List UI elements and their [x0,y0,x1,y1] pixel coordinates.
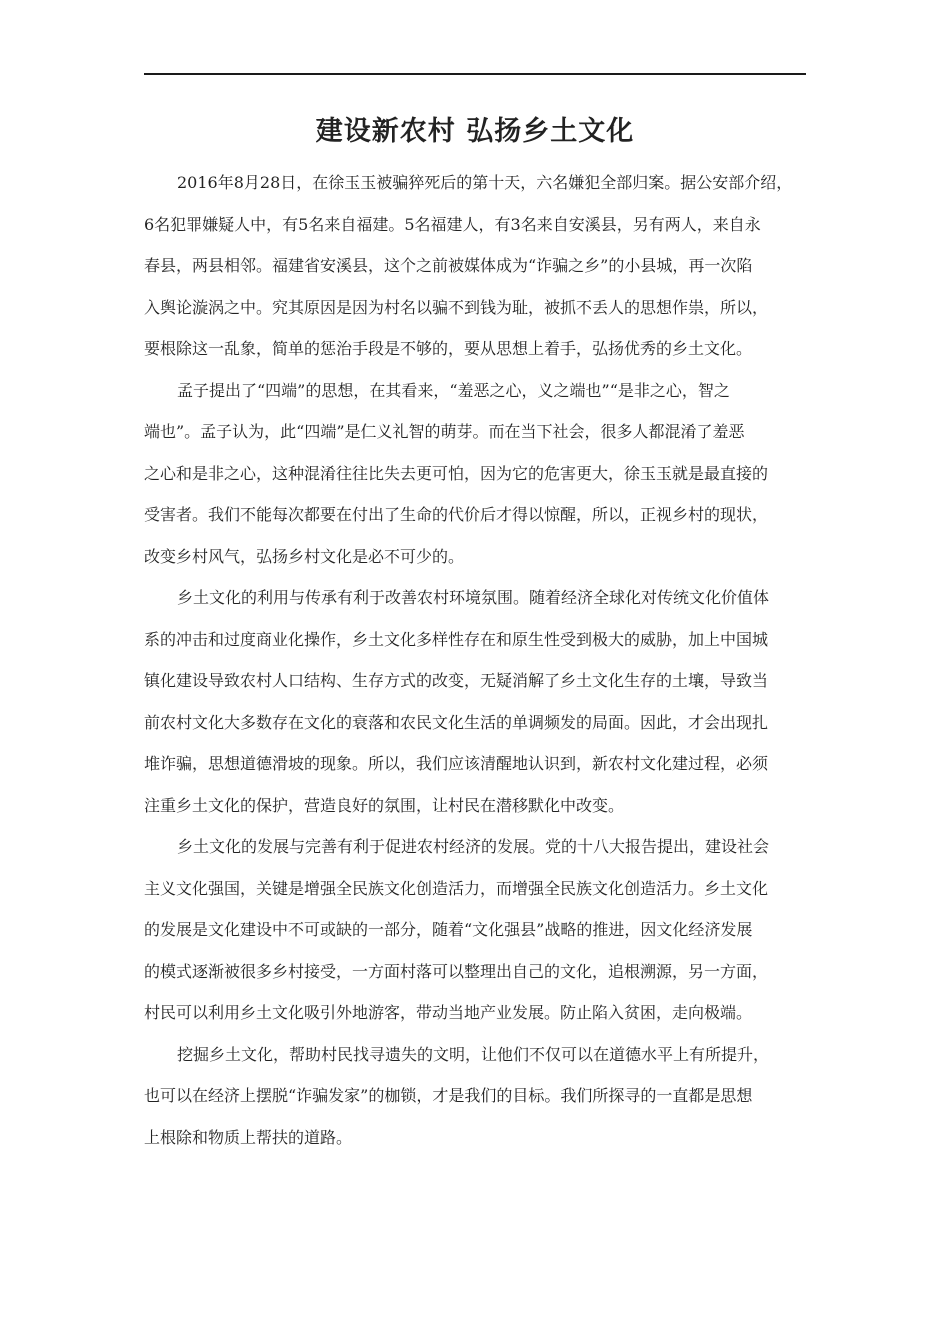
paragraph-line: 6名犯罪嫌疑人中，有5名来自福建。5名福建人，有3名来自安溪县，另有两人，来自永 [144,214,761,234]
document-body [144,162,808,1158]
paragraph-4 [144,826,808,1034]
paragraph-line: 的模式逐渐被很多乡村接受，一方面村落可以整理出自己的文化，追根溯源，另一方面， [144,961,769,981]
paragraph-line: 挖掘乡土文化，帮助村民找寻遗失的文明，让他们不仅可以在道德水平上有所提升， [177,1044,770,1064]
paragraph-line: 前农村文化大多数存在文化的衰落和农民文化生活的单调频发的局面。因此，才会出现扎 [144,712,769,732]
paragraph-line: 2016年8月28日，在徐玉玉被骗猝死后的第十天，六名嫌犯全部归案。据公安部介绍， [177,173,793,192]
paragraph-line: 系的冲击和过度商业化操作，乡土文化多样性存在和原生性受到极大的威胁，加上中国城 [144,629,769,649]
paragraph-5 [144,1034,808,1159]
paragraph-2 [144,370,808,578]
paragraph-line: 上根除和物质上帮扶的道路。 [144,1127,353,1147]
paragraph-line: 注重乡土文化的保护，营造良好的氛围，让村民在潜移默化中改变。 [144,795,625,815]
paragraph-line: 的发展是文化建设中不可或缺的一部分，随着“文化强县”战略的推进，因文化经济发展 [144,920,753,939]
paragraph-line: 入舆论漩涡之中。究其原因是因为村名以骗不到钱为耻，被抓不丢人的思想作祟，所以， [144,297,769,317]
paragraph-line: 端也”。孟子认为，此“四端”是仁义礼智的萌芽。而在当下社会，很多人都混淆了羞恶 [144,422,745,441]
paragraph-line: 之心和是非之心，这种混淆往往比失去更可怕，因为它的危害更大，徐玉玉就是最直接的 [144,463,769,483]
paragraph-line: 要根除这一乱象，简单的惩治手段是不够的，要从思想上着手，弘扬优秀的乡土文化。 [144,339,753,358]
paragraph-line: 改变乡村风气，弘扬乡村文化是必不可少的。 [144,546,465,566]
document-title: 建设新农村 弘扬乡土文化 [315,116,635,147]
paragraph-1 [144,162,808,370]
header-rule [144,73,806,75]
paragraph-line: 也可以在经济上摆脱“诈骗发家”的枷锁，才是我们的目标。我们所探寻的一直都是思想 [144,1086,753,1105]
paragraph-line: 受害者。我们不能每次都要在付出了生命的代价后才得以惊醒，所以，正视乡村的现状， [144,505,769,524]
paragraph-3 [144,577,808,826]
paragraph-line: 孟子提出了“四端”的思想，在其看来，“羞恶之心，义之端也”“是非之心，智之 [177,380,730,400]
paragraph-line: 主义文化强国，关键是增强全民族文化创造活力，而增强全民族文化创造活力。乡土文化 [144,878,769,898]
paragraph-line: 堆诈骗，思想道德滑坡的现象。所以，我们应该清醒地认识到，新农村文化建过程，必须 [144,754,769,773]
paragraph-line: 乡土文化的发展与完善有利于促进农村经济的发展。党的十八大报告提出，建设社会 [177,837,770,856]
paragraph-line: 春县，两县相邻。福建省安溪县，这个之前被媒体成为“诈骗之乡”的小县城，再一次陷 [144,256,753,275]
paragraph-line: 乡土文化的利用与传承有利于改善农村环境氛围。随着经济全球化对传统文化价值体 [177,588,770,607]
paragraph-line: 镇化建设导致农村人口结构、生存方式的改变，无疑消解了乡土文化生存的土壤，导致当 [144,671,769,690]
paragraph-line: 村民可以利用乡土文化吸引外地游客，带动当地产业发展。防止陷入贫困，走向极端。 [144,1003,753,1022]
